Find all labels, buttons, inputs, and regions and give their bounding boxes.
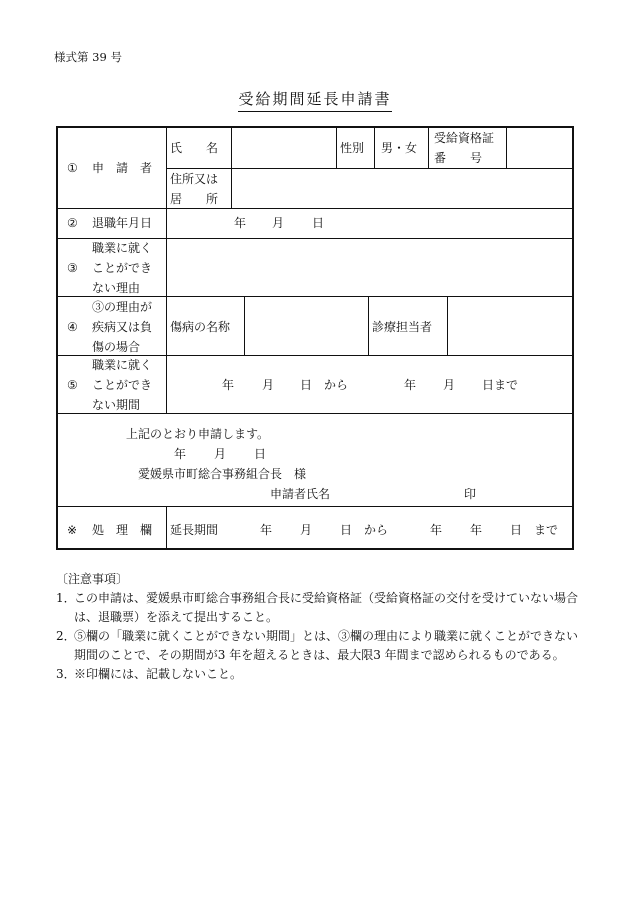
period-until: 日まで	[482, 378, 519, 392]
declaration-statement: 上記のとおり申請します。	[126, 427, 270, 441]
period-start-month: 月	[262, 378, 275, 392]
extension-end-year: 年	[430, 523, 443, 537]
row-number: ⑤	[67, 378, 78, 392]
notes-heading: 〔注意事項〕	[56, 572, 129, 586]
note-item	[56, 627, 580, 665]
col-divider	[336, 128, 337, 168]
retirement-year: 年	[234, 216, 247, 230]
title-text: 受給期間延長申請書	[238, 90, 391, 112]
period-end-year: 年	[404, 378, 417, 392]
period-label: 職業に就く ことができ ない期間	[92, 358, 153, 412]
extension-start-day: 日	[340, 523, 353, 537]
note-number: 3．	[56, 667, 76, 681]
applicant-label: 申 請 者	[92, 161, 153, 175]
address-label: 住所又は 居 所	[170, 172, 219, 206]
gender-label: 性別	[340, 141, 365, 155]
period-from: から	[324, 378, 349, 392]
period-end-month: 月	[443, 378, 456, 392]
doctor-label: 診療担当者	[372, 320, 433, 334]
declaration-month: 月	[214, 447, 227, 461]
applicant-name-label: 申請者氏名	[270, 487, 331, 501]
extension-start-month: 月	[300, 523, 313, 537]
reason-label: 職業に就く ことができ ない理由	[92, 241, 153, 295]
page-title	[0, 92, 630, 107]
disease-name-label: 傷病の名称	[170, 320, 231, 334]
label-column-divider	[166, 506, 167, 550]
seal-mark: 印	[464, 487, 477, 501]
reason-field[interactable]	[168, 240, 573, 295]
col-divider	[368, 296, 369, 355]
name-label: 氏 名	[170, 141, 219, 155]
cert-number-label: 受給資格証 番 号	[434, 131, 495, 165]
gender-options[interactable]: 男・女	[381, 141, 418, 155]
name-field[interactable]	[232, 129, 335, 167]
extension-start-year: 年	[260, 523, 273, 537]
row-number: ①	[67, 161, 78, 175]
declaration-year: 年	[174, 447, 187, 461]
row-number: ④	[67, 320, 78, 334]
extension-until: まで	[534, 523, 559, 537]
applicant-name-field[interactable]	[340, 484, 460, 502]
col-divider	[428, 128, 429, 168]
note-number: 1．	[56, 591, 76, 605]
declaration-day: 日	[254, 447, 267, 461]
note-text: この申請は、愛媛県市町総合事務組合長に受給資格証（受給資格証の交付を受けていない場合は、退職票）を添えて提出すること。	[74, 591, 579, 624]
addressee: 愛媛県市町総合事務組合長 様	[138, 467, 307, 481]
retirement-day: 日	[312, 216, 325, 230]
address-field[interactable]	[232, 169, 573, 207]
processing-label: 処 理 欄	[92, 523, 153, 537]
extension-period-label: 延長期間	[170, 523, 219, 537]
disease-name-field[interactable]	[245, 298, 367, 354]
illness-condition-label: ③の理由が 疾病又は負 傷の場合	[92, 300, 153, 354]
doctor-field[interactable]	[448, 298, 573, 354]
form-number: 様式第 39 号	[54, 50, 122, 64]
processing-mark: ※	[67, 523, 78, 537]
note-item	[56, 665, 580, 684]
period-start-year: 年	[222, 378, 235, 392]
row-number: ②	[67, 216, 78, 230]
retirement-date-label: 退職年月日	[92, 216, 153, 230]
notes-section	[56, 570, 580, 684]
row-number: ③	[67, 261, 78, 275]
note-text: ※印欄には、記載しないこと。	[74, 667, 243, 681]
note-text: ⑤欄の「職業に就くことができない期間」とは、③欄の理由により職業に就くことができない期間のことで、その期間が3 年を超えるときは、最大限3 年間まで認められるものである。	[74, 629, 579, 662]
label-column-divider	[166, 128, 167, 413]
retirement-month: 月	[272, 216, 285, 230]
cert-number-field[interactable]	[507, 129, 573, 167]
application-form-table	[56, 126, 574, 550]
note-item	[56, 589, 580, 627]
row-divider	[58, 208, 572, 209]
extension-from: から	[364, 523, 389, 537]
extension-end-year-2: 年	[470, 523, 483, 537]
col-divider	[374, 128, 375, 168]
period-start-day: 日	[300, 378, 313, 392]
note-number: 2．	[56, 629, 76, 643]
row-divider	[58, 506, 572, 507]
extension-end-day: 日	[510, 523, 523, 537]
